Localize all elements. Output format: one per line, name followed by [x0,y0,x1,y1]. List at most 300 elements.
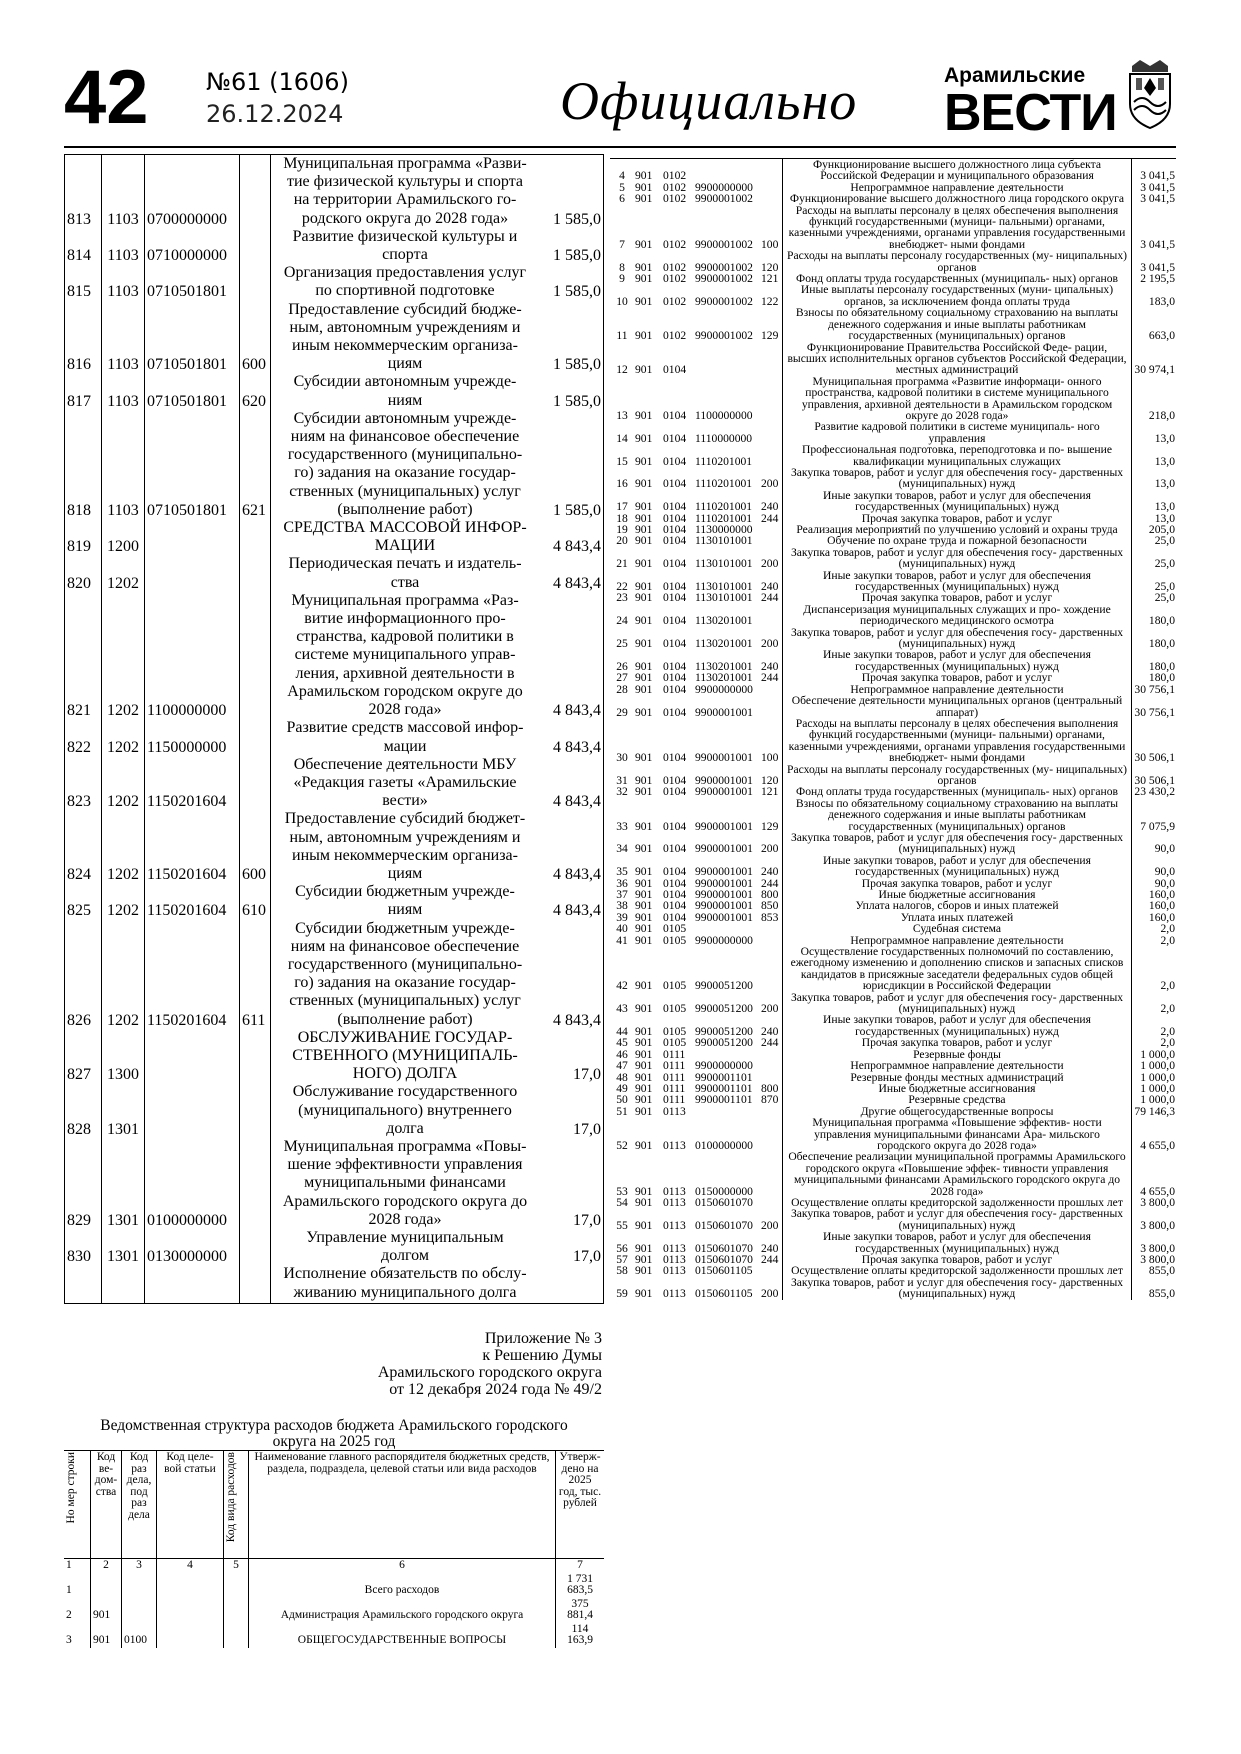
table-cell: 3 [66,1634,72,1646]
table-cell: 901 [635,1002,653,1016]
table-row [65,810,603,828]
table-cell: Функционирование высшего должностного лица городского округа [783,193,1132,204]
table-cell: го) задания на оказание государ- [271,464,540,482]
table-cell [65,920,102,938]
column-index: 7 [556,1559,605,1573]
table-cell: 160,0 [1148,910,1175,924]
table-cell: Периодическая печать и издатель- [271,555,540,573]
table-cell: 815 [67,283,91,301]
amount-part: 375 [571,1597,589,1610]
table-cell [65,1029,102,1047]
table-cell [145,519,240,537]
table-row [65,1265,603,1283]
header-divider [64,146,1176,148]
table-cell [145,992,240,1010]
table-cell: 0104 [663,910,687,924]
table-cell [145,555,240,573]
table-cell [102,1302,145,1304]
table-cell [240,446,271,464]
table-cell: 901 [635,682,653,696]
column-header-text: Код вида расходов [225,1452,237,1543]
table-cell: 901 [635,260,653,274]
table-cell: 218,0 [1148,408,1175,422]
table-cell: 58 [616,1264,628,1278]
table-cell: 54 [616,1195,628,1209]
table-row [65,519,603,537]
table-cell: 1100000000 [145,701,240,719]
table-cell [102,847,145,865]
table-row [65,446,603,464]
table-cell: 1202 [102,574,145,592]
table-cell: Субсидии автономным учрежде- [271,373,540,391]
table-cell: 1202 [102,1011,145,1029]
table-cell: (муниципального) внутреннего [271,1102,540,1120]
table-cell [240,1083,271,1101]
table-cell: 1 000,0 [1140,1081,1175,1095]
table-cell [240,301,271,319]
table-cell: 901 [635,1287,653,1301]
table-cell [240,810,271,828]
table-cell: 129 [760,798,783,832]
table-cell: 901 [635,1070,653,1084]
table-cell: 0150601070 [695,1218,753,1232]
table-cell [102,756,145,774]
table-cell: Другие общегосударственные вопросы [783,1106,1132,1117]
table-cell [65,592,102,610]
table-cell: 9900051200 [695,1036,753,1050]
table-cell: 0104 [663,785,687,799]
table-cell [145,373,240,391]
table-cell [760,935,783,946]
table-cell: Прочая закупка товаров, работ и услуг [783,1037,1132,1048]
table-cell: 1 585,0 [553,501,601,519]
table-cell: 901 [635,888,653,901]
table-row [65,829,603,847]
table-cell: 901 [91,1623,122,1648]
table-cell: 9900001001 [695,785,753,799]
table-row [65,719,603,737]
table-cell: 0710501801 [145,501,240,519]
table-cell: 1110201001 [695,477,753,491]
table-cell [102,1029,145,1047]
table-cell [240,1120,271,1138]
table-cell: 3 041,5 [1140,169,1175,183]
table-cell: 901 [635,1253,653,1266]
table-cell [145,974,240,992]
table-cell: 1110000000 [695,431,753,445]
table-cell: 13,0 [1154,477,1175,491]
table-cell: 1 000,0 [1140,1047,1175,1061]
table-cell: 901 [635,557,653,571]
table-cell: по спортивной подготовке [271,282,540,300]
table-cell: 1150201604 [145,901,240,919]
table-row [65,792,603,810]
table-cell: 13,0 [1154,431,1175,445]
table-cell [102,592,145,610]
table-cell: 15 [616,454,628,468]
column-index: 4 [157,1559,224,1573]
table-cell: 1150000000 [145,738,240,756]
table-cell: 0150601105 [695,1264,753,1278]
table-cell: 0104 [663,591,687,605]
table-cell [102,1284,145,1302]
table-cell: 7 [619,237,625,251]
table-cell: 100 [760,205,783,251]
table-row [65,1193,603,1211]
table-cell: Прочая закупка товаров, работ и услуг [783,1254,1132,1265]
table-cell [240,938,271,956]
table-cell [271,1302,540,1304]
table-row [610,490,1176,513]
table-cell [240,483,271,501]
table-cell: 45 [616,1036,628,1050]
coat-of-arms-icon [1126,58,1174,130]
table-cell: Субсидии бюджетным учрежде- [271,883,540,901]
table-cell [760,684,783,695]
table-cell [240,410,271,428]
table-cell [102,446,145,464]
table-cell [539,592,603,610]
table-cell: 43 [616,1002,628,1016]
table-cell: 3 041,5 [1140,180,1175,194]
table-cell: 200 [760,832,783,855]
table-cell: на территории Арамильского го- [271,191,540,209]
table-cell [224,1573,249,1598]
table-cell: муниципальными финансами [271,1174,540,1192]
table-cell: 901 [635,1081,653,1095]
table-row [610,205,1176,251]
table-cell: 55 [616,1218,628,1232]
table-row [610,421,1176,444]
table-cell: странства, кадровой политики в [271,628,540,646]
table-cell [539,1029,603,1047]
table-cell: 620 [240,392,271,410]
table-cell [539,483,603,501]
table-cell [65,519,102,537]
table-cell: 0102 [663,272,687,286]
table-cell: 0104 [663,523,687,536]
appendix-line: к Решению Думы [482,1347,602,1364]
table-cell [240,719,271,737]
table-cell: 1202 [102,901,145,919]
table-cell [145,1156,240,1174]
table-cell [760,923,783,934]
table-cell: 0102 [663,169,687,183]
table-cell: 1 585,0 [553,392,601,410]
table-cell: 4 843,4 [553,538,601,556]
table-cell [240,282,271,300]
table-cell: 200 [760,1208,783,1231]
table-cell: 183,0 [1148,294,1175,308]
table-cell: 2,0 [1160,1002,1175,1016]
amount-cell [556,1623,605,1648]
table-cell: 0130000000 [145,1247,240,1265]
table-cell [240,319,271,337]
table-cell: 0113 [663,1241,686,1255]
table-cell [240,665,271,683]
table-cell: 0102 [663,329,687,343]
issue-number: №61 (1606) [206,68,349,96]
table-cell [240,992,271,1010]
table-cell: 200 [760,467,783,490]
table-cell: живанию муниципального долга [271,1284,540,1302]
table-cell [65,483,102,501]
table-cell [539,337,603,355]
table-cell: 7 075,9 [1140,819,1175,833]
table-cell [102,665,145,683]
table-cell: 34 [616,842,628,856]
table-cell: 2028 года» [271,701,540,719]
table-cell: Осуществление оплаты кредиторской задолженности прошлых лет [783,1197,1132,1208]
table-cell [145,1302,240,1304]
table-cell: 30 756,1 [1134,705,1175,719]
table-cell [65,774,102,792]
table-cell: Иные закупки товаров, работ и услуг для обеспечения государственных (муниципальных) нужд [783,1014,1132,1037]
right-budget-table [610,158,1176,1689]
table-cell: 870 [760,1094,783,1105]
column-header: Код ве- дом- ства [91,1451,122,1559]
table-cell [694,342,760,376]
table-cell: 0100 [122,1623,157,1648]
table-cell: 10 [616,294,628,308]
table-cell: 1300 [102,1065,145,1083]
table-cell [102,373,145,391]
table-cell [145,1047,240,1065]
table-cell: Непрограммное направление деятельности [783,935,1132,946]
table-cell [539,829,603,847]
table-cell: 9900001002 [695,294,753,308]
table-cell: 901 [635,1184,653,1198]
table-cell: 100 [760,718,783,764]
table-cell: 244 [760,1254,783,1265]
table-cell: (выполнение работ) [271,1011,540,1029]
table-cell: 0105 [663,1002,687,1016]
table-cell: МАЦИИ [271,537,540,555]
table-cell: 44 [616,1024,628,1038]
table-cell: Закупка товаров, работ и услуг для обеспечения госу- дарственных (муниципальных) нужд [783,992,1132,1015]
table-cell: 1103 [102,392,145,410]
table-cell: 827 [67,1066,91,1084]
table-cell: 0102 [663,294,687,308]
table-cell [145,173,240,191]
table-cell [145,610,240,628]
table-cell: 4 843,4 [553,1011,601,1029]
table-cell [145,719,240,737]
table-cell [240,610,271,628]
table-cell [145,1083,240,1101]
table-cell [760,444,783,467]
table-cell [240,1138,271,1156]
table-cell: 0104 [663,819,687,833]
table-cell: 160,0 [1148,899,1175,913]
table-cell: Резервные фонды местных администраций [783,1072,1132,1083]
table-cell: Муниципальная программа «Повы- [271,1138,540,1156]
table-cell: ным, автономным учреждениям и [271,319,540,337]
table-cell: 901 [635,1218,653,1232]
table-cell: 90,0 [1154,842,1175,856]
table-cell: Прочая закупка товаров, работ и услуг [783,592,1132,603]
table-cell: Функционирование высшего должностного лица субъекта Российской Федерации и муниципального образования [783,159,1132,182]
table-cell [539,301,603,319]
table-cell: 0150000000 [695,1184,753,1198]
table-cell: 30 [616,751,628,765]
table-cell [240,210,271,228]
table-cell [102,1174,145,1192]
table-cell: 9900001001 [695,899,753,913]
table-cell [539,1265,603,1283]
table-cell: 23 [616,591,628,605]
table-cell [760,1117,783,1151]
table-cell [539,628,603,646]
table-cell: 33 [616,819,628,833]
table-cell: 41 [616,933,628,947]
table-cell [65,610,102,628]
table-cell: 0104 [663,842,687,856]
table-cell: Расходы на выплаты персоналу государственных (му- ниципальных) органов [783,250,1132,273]
table-row [65,301,603,319]
table-cell: 901 [635,591,653,605]
table-cell: Обеспечение деятельности МБУ [271,756,540,774]
table-cell [65,883,102,901]
table-row [610,627,1176,650]
table-cell: 19 [616,523,628,536]
table-cell: 0104 [663,865,687,879]
table-row [610,1014,1176,1037]
table-cell: 1202 [102,865,145,883]
table-cell [65,191,102,209]
table-cell: 1301 [102,1120,145,1138]
table-cell [240,628,271,646]
table-row [65,1029,603,1047]
table-cell: Субсидии автономным учрежде- [271,410,540,428]
table-row [610,284,1176,307]
table-cell [65,1193,102,1211]
table-cell [65,337,102,355]
table-cell: мации [271,738,540,756]
table-cell: 1130000000 [695,523,753,536]
table-cell: 824 [67,865,91,883]
table-cell [102,228,145,246]
table-cell: 180,0 [1148,659,1175,673]
table-cell [240,774,271,792]
table-cell: 901 [635,1036,653,1050]
table-cell [65,319,102,337]
table-row [65,191,603,209]
table-cell [102,956,145,974]
table-cell: 18 [616,511,628,525]
table-cell [539,1102,603,1120]
table-cell [102,829,145,847]
budget-structure-table [64,1450,604,1669]
table-cell: 2028 года» [271,1211,540,1229]
table-cell [539,555,603,573]
table-cell [145,774,240,792]
table-cell: 25,0 [1154,557,1175,571]
table-cell: 1202 [102,701,145,719]
table-cell [102,938,145,956]
table-cell [240,228,271,246]
table-cell: 244 [760,1037,783,1048]
table-cell: циям [271,865,540,883]
table-cell [539,410,603,428]
table-cell [65,756,102,774]
table-cell: 0113 [663,1253,686,1266]
table-cell: 1200 [102,537,145,555]
table-cell: Закупка товаров, работ и услуг для обеспечения госу- дарственных (муниципальных) нужд [783,627,1132,650]
table-cell: Прочая закупка товаров, работ и услуг [783,672,1132,683]
table-cell [240,792,271,810]
table-row [65,756,603,774]
column-header: Код целе- вой статьи [157,1451,224,1559]
table-cell: 901 [635,1059,653,1073]
table-row [610,1277,1176,1300]
table-cell: 0102 [663,180,687,194]
table-cell: 901 [635,363,653,377]
table-cell [760,193,783,204]
table-cell: 901 [635,922,653,936]
table-row [610,467,1176,490]
table-cell: Уплата иных платежей [783,912,1132,923]
column-index: 5 [224,1559,249,1573]
table-cell: Расходы на выплаты персоналу в целях обеспечения выполнения функций государственными (муници- пальными) органами, казенными учреждениями, органами управления государственными внебюджет- ными фондами [783,205,1132,251]
table-cell: 9900000000 [695,682,753,696]
table-cell: 901 [635,477,653,491]
table-cell: 0111 [663,1070,686,1084]
table-cell: 30 506,1 [1134,773,1175,787]
table-row [65,464,603,482]
table-cell: 14 [616,431,628,445]
table-cell: ниям на финансовое обеспечение [271,938,540,956]
table-cell: витие информационного про- [271,610,540,628]
table-cell [65,974,102,992]
column-index-row [64,1559,604,1573]
table-cell: Развитие физической культуры и [271,228,540,246]
table-cell: 9900001001 [695,865,753,879]
table-cell: 4 843,4 [553,865,601,883]
table-cell: Управление муниципальным [271,1229,540,1247]
table-cell [65,1229,102,1247]
table-cell: 0105 [663,933,687,947]
table-cell: шение эффективности управления [271,1156,540,1174]
table-cell [539,610,603,628]
table-cell: ниям [271,392,540,410]
table-row [65,974,603,992]
table-cell: 24 [616,614,628,628]
table-cell: 1 000,0 [1140,1093,1175,1107]
table-cell [145,1120,240,1138]
table-cell: 901 [635,865,653,879]
table-cell: 2,0 [1160,922,1175,936]
table-cell: 814 [67,247,91,265]
table-cell: 17,0 [573,1120,601,1138]
table-cell: государственного (муниципально- [271,446,540,464]
table-cell: 901 [635,899,653,913]
table-cell [102,883,145,901]
table-cell: 9900001001 [695,705,753,719]
appendix-line: Приложение № 3 [484,1330,602,1347]
table-cell [145,446,240,464]
table-cell: 25,0 [1154,591,1175,605]
table-cell: Обучение по охране труда и пожарной безопасности [783,535,1132,546]
table-row [610,1208,1176,1231]
table-cell: 29 [616,705,628,719]
table-cell: 0113 [663,1287,686,1301]
table-cell: Развитие кадровой политики в системе муниципаль- ного управления [783,421,1132,444]
table-cell: Осуществление государственных полномочий по составлению, ежегодному изменению и дополнению списков и запасных списков кандидатов в присяжные заседатели федеральных судов общей юрисдикции в Российской Федерации [783,946,1132,992]
table-cell [102,155,145,173]
table-cell: 4 [619,169,625,183]
table-cell: 901 [635,1241,653,1255]
